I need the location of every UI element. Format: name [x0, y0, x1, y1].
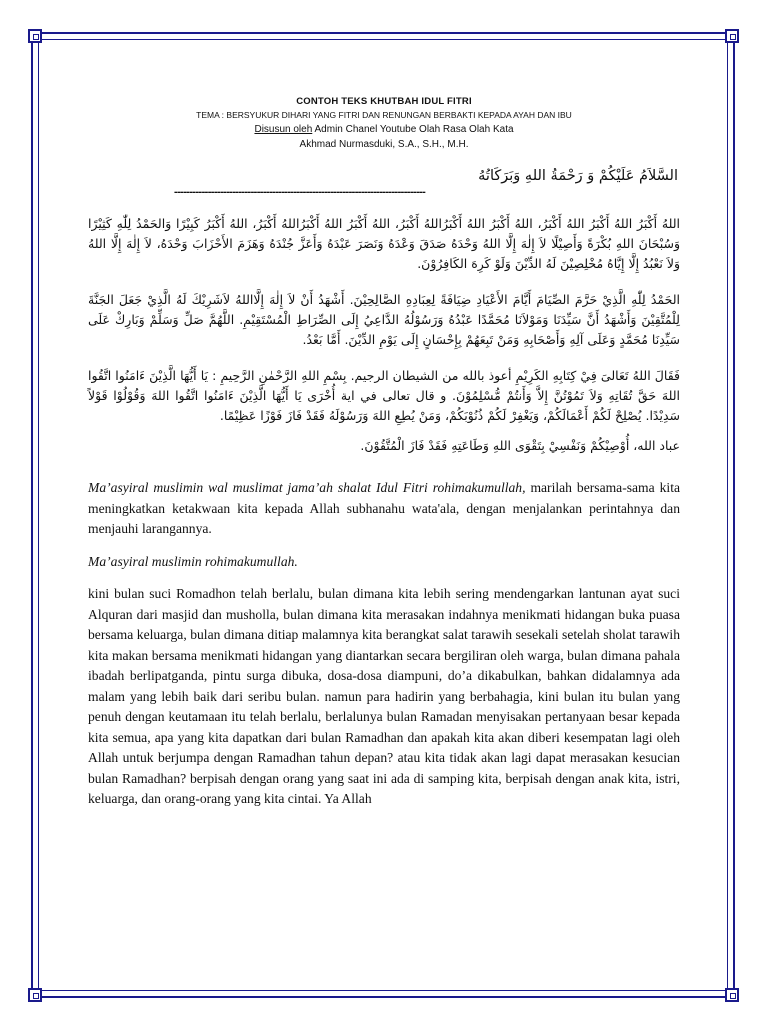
document-header	[88, 96, 680, 150]
author-text: Admin Chanel Youtube Olah Rasa Olah Kata	[312, 124, 514, 135]
author-line	[88, 124, 680, 135]
document-content	[88, 92, 680, 810]
arabic-salam: السَّلاَمُ عَلَيْكُمْ وَ رَحْمَةُ اللهِ وَبَرَكَاتُهُ	[478, 168, 678, 184]
dashed-divider: ----------------------------------------------------------------------------------	[174, 186, 426, 198]
theme-line: TEMA : BERSYUKUR DIHARI YANG FITRI DAN RENUNGAN BERBAKTI KEPADA AYAH DAN IBU	[196, 110, 572, 120]
corner-ornament-top-right	[725, 29, 739, 43]
arabic-wasiat-line: عباد الله، أُوْصِيْكُمْ وَنَفْسِيْ بِتَقْوَى اللهِ وَطَاعَتِهِ فَقَدْ فَازَ الْمُتَّقُوْنَ.	[360, 438, 680, 453]
arabic-takbir-paragraph: اللهُ أَكْبَرُ اللهُ أَكْبَرُ اللهُ أَكْبَرُ، اللهُ أَكْبَرُ اللهُ أَكْبَرُاللهُ أَكْبَرُ، اللهُ أَكْبَرُ اللهُ أَكْبَرُاللهُ أَكْبَرُ، اللهُ أَكْبَرُ كَبِيْرًا وَالحَمْدُ لِلّٰهِ كَثِيْرًا وَسُبْحَانَ اللهِ بُكْرَةً وَأَصِيْلًا لاَ إِلٰهَ إِلَّا اللهُ وَحْدَهُ صَدَقَ وَعْدَهُ وَنَصَرَ عَبْدَهُ وَأَعَزَّ جُنْدَهُ وَهَزَمَ الأَحْزَابَ وَحْدَهُ، لاَ إِلٰهَ إِلَّا اللهُ وَلاَ نَعْبُدُ إِلَّا إِيَّاهُ مُخْلِصِيْنَ لَهُ الدِّيْنَ وَلَوْ كَرِهَ الكَافِرُوْنَ.	[88, 216, 680, 271]
corner-ornament-top-left	[28, 29, 42, 43]
author-name: Akhmad Nurmasduki, S.A., S.H., M.H.	[299, 139, 469, 150]
arabic-verse-paragraph: فَقَالَ اللهُ تَعَالىَ فِيْ كِتَابِهِ الكَرِيْمِ أعوذ بالله من الشيطان الرجيم. بِسْمِ اللهِ الرَّحْمٰنِ الرَّحِيمِ : يَا أَيُّهَا الَّذِيْنَ ءَامَنُوا اتَّقُوا اللهَ حَقَّ تُقَاتِهِ وَلاَ تَمُوْتُنَّ إِلاَّ وَأَنتُمْ مُّسْلِمُوْنَ. و قال تعالى في اية أُخْرَى يَا أَيُّهَا الَّذِيْنَ ءَامَنُوا اتَّقُوا اللهَ وَقُوْلُوْا قَوْلاً سَدِيْدًا. يُصْلِحْ لَكُمْ أَعْمَالَكُمْ، وَيَغْفِرْ لَكُمْ ذُنُوْبَكُمْ، وَمَنْ يُطِعِ اللهَ وَرَسُوْلَهُ فَقَدْ فَازَ فَوْزًا عَظِيْمًا.	[88, 368, 680, 423]
author-label: Disusun oleh	[254, 124, 313, 135]
corner-ornament-bottom-right	[725, 988, 739, 1002]
page-title: CONTOH TEKS KHUTBAH IDUL FITRI	[296, 96, 472, 107]
corner-ornament-bottom-left	[28, 988, 42, 1002]
body-paragraph-1	[88, 478, 680, 540]
body-paragraph-1-italic: Ma’asyiral muslimin wal muslimat jama’ah shalat Idul Fitri rohimakumullah,	[88, 480, 526, 495]
body-paragraph-3: kini bulan suci Romadhon telah berlalu, bulan dimana kita lebih sering mendengarkan lantunan ayat suci Alquran dari masjid dan musholla, bulan dimana kita merasakan indahnya menikmati hidangan buka puasa bersama keluarga, bulan dimana ditiap malamnya kita berangkat salat tarawih sesekali setelah sholat tarawih kita makan bersama menikmati hidangan yang diantarkan secara bergiliran oleh warga, bulan dimana pahala ibadah berlipatganda, pintu surga dibuka, dosa-dosa diampuni, do’a dikabulkan, bahkan didalamnya ada malam yang lebih baik dari seribu bulan. namun para hadirin yang berbahagia, kini bulan itu bulan yang penuh dengan keutamaan itu telah berlalu, berlalunya bulan Ramadan menyisakan pertanyaan besar kepada kita semua, apa yang kita dapatkan dari bulan Ramadhan dan apakah kita akan diberi kesempatan lagi oleh Allah untuk berjumpa dengan Ramadhan tahun depan? atau kita tidak akan lagi dapat merasakan kesucian bulan Ramadhan? berpisah dengan orang yang saat ini ada di samping kita, berpisah dengan anak kita, istri, keluarga, dan orang-orang yang kita cintai. Ya Allah	[88, 586, 680, 806]
arabic-hamdalah-paragraph: الحَمْدُ لِلّٰهِ الَّذِيْ حَرَّمَ الصِّيَامَ أَيَّامَ الأَعْيَادِ ضِيَافَةً لِعِبَادِهِ الصَّالِحِيْنَ. أَشْهَدُ أَنْ لاَ إِلٰهَ إِلَّااللهُ لاَشَرِيْكَ لَهُ الَّذِيْ جَعَلَ الجَنَّةَ لِلْمُتَّقِيْنَ وَأَشْهَدُ أَنَّ سَيِّدَنَا وَمَوْلاَنَا مُحَمَّدًا عَبْدُهُ وَرَسُوْلُهُ الدَّاعِيُ إِلَى الصِّرَاطِ الْمُسْتَقِيْمِ. اللَّهُمَّ صَلِّ وَسَلِّمْ وَبَارِكْ عَلَى سَيِّدِنَا مُحَمَّدٍ وَعَلَى آلِهِ وَأَصْحَابِهِ وَمَنْ تَبِعَهُمْ بِإِحْسَانٍ إِلَى يَوْمِ الدِّيْنَ. أَمَّا بَعْدُ.	[88, 292, 680, 347]
body-paragraph-2: Ma’asyiral muslimin rohimakumullah.	[88, 553, 298, 569]
body-paragraph-1-text: marilah bersama-sama kita meningkatkan ketakwaan kita kepada Allah subhanahu wata'ala, dengan menjalankan perintahnya dan menjauhi larangannya.	[88, 480, 681, 536]
